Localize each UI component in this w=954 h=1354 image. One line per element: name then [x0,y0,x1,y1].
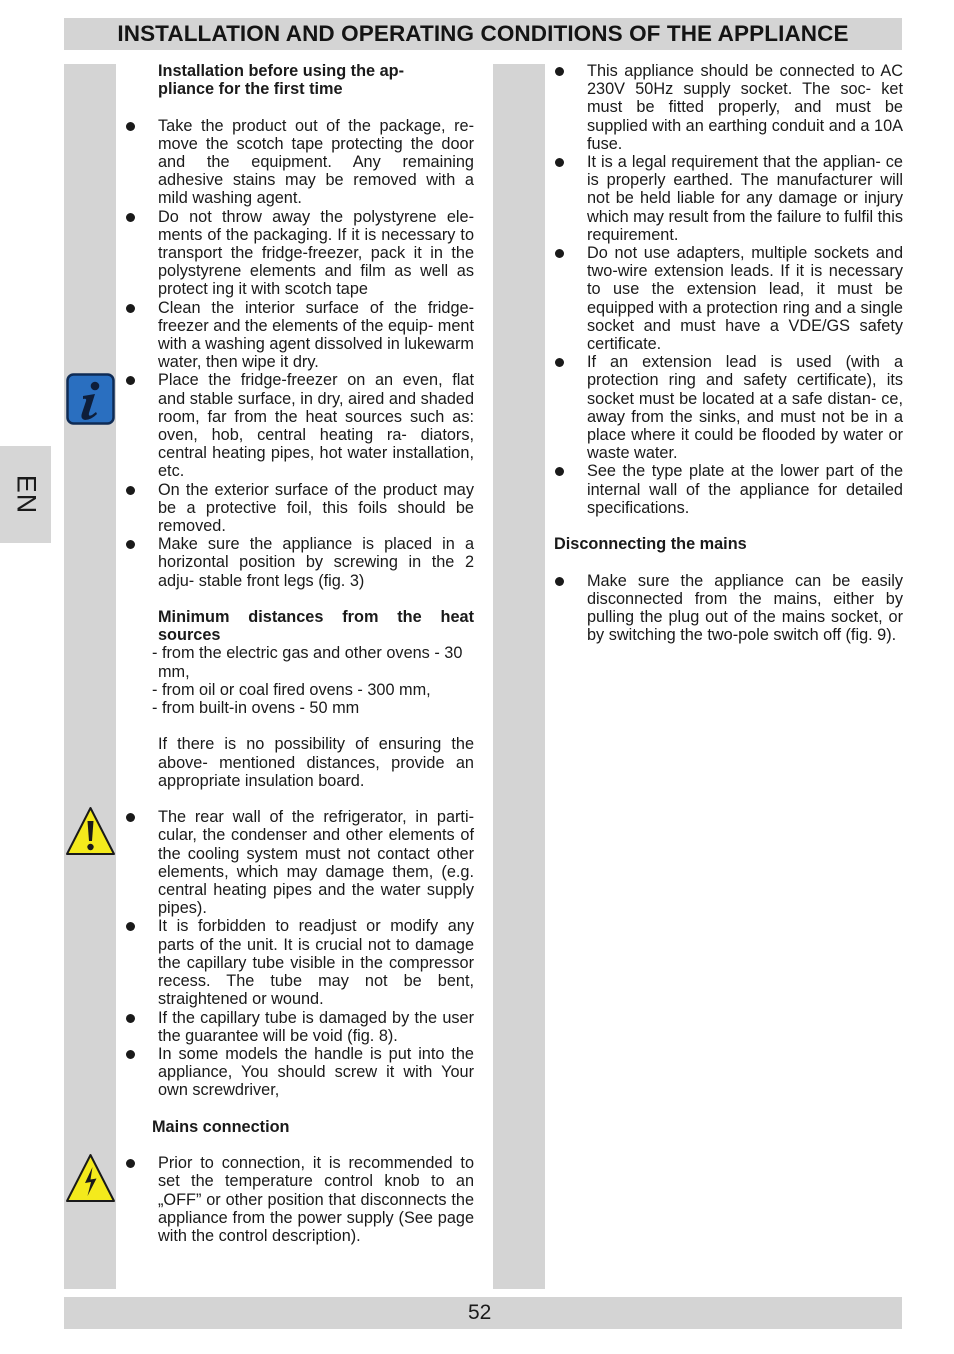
right-column [554,62,903,644]
list-item: The rear wall of the refrigerator, in parti- cular, the condenser and other elements of the cooling system must not contact other elements, which may damage them, (e.g. central heating pipes and the water supply pipes). [125,808,474,917]
language-label: EN [10,474,41,515]
list-item: If an extension lead is used (with a protection ring and safety certificate), its socket must be located at a safe distan- ce, away from the sinks, and must not be in a place where it could be flooded by water or waste water. [554,353,903,462]
distance-item: - from built-in ovens - 50 mm [152,699,360,718]
install-list [125,117,474,590]
list-item: This appliance should be connected to AC 230V 50Hz supply socket. The soc- ket must be fitted properly, and must be supplied with an earthing conduit and a 10A fuse. [554,62,903,153]
list-item: If the capillary tube is damaged by the user the guarantee will be void (fig. 8). [125,1009,474,1045]
list-item: Place the fridge-freezer on an even, flat and stable surface, in dry, aired and shaded room, far from the heat sources such as: oven, hob, central heating ra- diators, central heating pipes, hot water installation, etc. [125,371,474,480]
list-item: It is a legal requirement that the applian- ce is properly earthed. The manufacturer will not be held liable for any damage or injury which may result from the failure to fulfil this requirement. [554,153,903,244]
connection-list [554,62,903,517]
list-item: See the type plate at the lower part of the internal wall of the appliance for detailed specifications. [554,462,903,517]
warning-list [125,808,474,1099]
list-item: It is forbidden to readjust or modify any parts of the unit. It is crucial not to damage the capillary tube visible in the compressor recess. The tube may not be bent, straightened or wound. [125,917,474,1008]
list-item: Take the product out of the package, re- move the scotch tape protecting the door and the equipment. Any remaining adhesive stains may be removed with a mild washing agent. [125,117,474,208]
list-item: Do not use adapters, multiple sockets and two-wire extension leads. If it is necessary to use the extension lead, it must be equipped with a protection ring and a single socket and must have a VDE/GS safety certificate. [554,244,903,353]
disconnect-list [554,572,903,645]
list-item: Do not throw away the polystyrene ele- ments of the packaging. If it is necessary to transport the fridge-freezer, pack it in the polystyrene elements and film as well as protect ing it with scotch tape [125,208,474,299]
mains-heading: Mains connection [152,1117,290,1136]
list-item: Prior to connection, it is recommended to set the temperature control knob to an „OFF” or other position that disconnects the appliance from the power supply (See page with the control description). [125,1154,474,1245]
distance-item: - from oil or coal fired ovens - 300 mm, [152,680,431,699]
list-item: Clean the interior surface of the fridge- freezer and the elements of the equip- ment with a washing agent dissolved in lukewarm water, then wipe it dry. [125,299,474,372]
page-title: INSTALLATION AND OPERATING CONDITIONS OF THE APPLIANCE [117,21,849,46]
page-header [64,18,902,50]
distance-item: - from the electric gas and other ovens - 30 mm, [152,644,463,681]
page-footer [64,1297,902,1329]
install-heading: Installation before using the ap- pliance for the first time [158,62,405,99]
page-number: 52 [468,1301,492,1324]
list-item: In some models the handle is put into the appliance, You should screw it with Your own screwdriver, [125,1045,474,1100]
warning-icon [65,805,116,857]
electric-hazard-icon [65,1152,116,1204]
info-icon [66,373,115,425]
right-margin-bar [493,64,545,1289]
list-item: Make sure the appliance is placed in a horizontal position by screwing in the 2 adju- stable front legs (fig. 3) [125,535,474,590]
disconnect-heading: Disconnecting the mains [554,535,747,554]
min-distances-heading: Minimum distances from the heat sources [158,608,474,645]
left-margin-bar [64,64,116,1289]
mains-list [125,1154,474,1245]
list-item: On the exterior surface of the product may be a protective foil, this foils should be removed. [125,481,474,536]
left-column [125,62,474,1245]
list-item: Make sure the appliance can be easily disconnected from the mains, either by pulling the plug out of the mains socket, or by switching the two-pole switch off (fig. 9). [554,572,903,645]
language-tab [0,446,51,543]
insulation-note: If there is no possibility of ensuring the above- mentioned distances, provide an appropriate insulation board. [158,735,474,790]
